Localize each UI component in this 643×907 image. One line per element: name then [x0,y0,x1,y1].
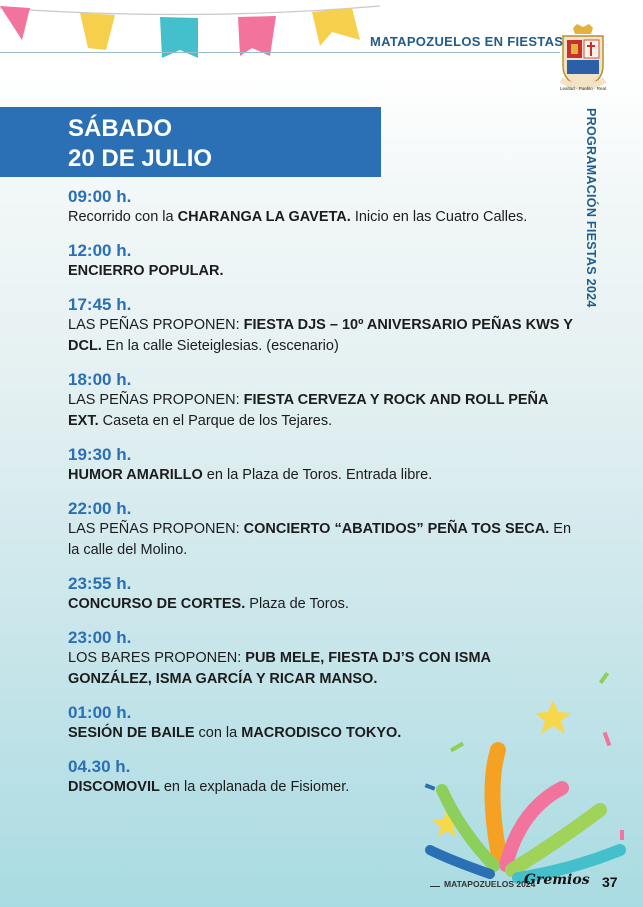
side-title-text: PROGRAMACIÓN FIESTAS 2024 [584,108,598,308]
date-day: SÁBADO [68,115,173,142]
event-description [68,207,578,228]
date-date: 20 DE JULIO [68,145,213,172]
event-text: En la calle Sieteiglesias. (escenario) [101,338,339,354]
event-time: 09:00 h. [68,187,132,206]
event-item [68,186,578,228]
side-title [578,108,598,308]
crest-motto: Lealtad · Pueblo · Real [559,86,607,91]
firework-ray [492,750,500,860]
event-text: En la calle del Molino. [68,521,572,558]
event-highlight: CONCURSO DE CORTES. [68,596,246,612]
flag-yellow-2 [312,8,360,46]
event-text: LAS PEÑAS PROPONEN: [68,521,244,537]
event-highlight: PUB MELE, FIESTA DJ’S CON ISMA GONZÁLEZ, ISMA GARCÍA Y RICAR MANSO. [68,650,491,687]
footer-rule [430,886,440,887]
event-highlight: DISCOMOVIL [68,779,160,795]
header-title: MATAPOZUELOS EN FIESTAS [370,34,564,49]
confetti [599,672,609,684]
event-text: en la Plaza de Toros. Entrada libre. [202,467,433,483]
event-text: en la explanada de Fisiomer. [159,779,350,795]
star-icon [535,700,571,734]
event-text: Plaza de Toros. [245,596,349,612]
town-crest-icon [555,24,611,94]
footer-brand-logo: Gremios [524,872,590,888]
flag-pink-2 [238,16,276,56]
flag-yellow [80,13,115,50]
event-description [68,465,578,486]
event-highlight: CONCIERTO “ABATIDOS” PEÑA TOS SECA. [243,521,550,537]
event-highlight: HUMOR AMARILLO [68,467,203,483]
event-description [68,594,578,615]
event-description [68,390,578,432]
event-time: 01:00 h. [68,703,132,722]
bunting-decoration [0,0,380,60]
event-item [68,498,578,561]
event-text: LAS PEÑAS PROPONEN: [68,317,244,333]
event-description [68,261,578,282]
event-text: Caseta en el Parque de los Tejares. [98,413,333,429]
event-highlight: CHARANGA LA GAVETA. [177,209,351,225]
date-banner [0,107,381,177]
event-text: Recorrido con la [68,209,178,225]
event-highlight: SESIÓN DE BAILE [68,725,195,741]
event-highlight: MACRODISCO TOKYO. [241,725,402,741]
event-time: 23:55 h. [68,574,132,593]
flag-pink [0,6,30,40]
confetti [620,830,624,840]
event-item [68,240,578,282]
event-time: 12:00 h. [68,241,132,260]
confetti [425,783,436,790]
event-text: con la [194,725,242,741]
event-highlight: ENCIERRO POPULAR. [68,263,224,279]
event-time: 23:00 h. [68,628,132,647]
fireworks-decoration [420,660,643,890]
event-description [68,315,578,357]
event-time: 19:30 h. [68,445,132,464]
event-item [68,444,578,486]
confetti [603,732,612,747]
event-text: LAS PEÑAS PROPONEN: [68,392,244,408]
event-time: 17:45 h. [68,295,132,314]
page-footer [430,872,630,894]
page-number: 37 [602,874,618,890]
event-time: 18:00 h. [68,370,132,389]
header-rule [0,52,560,53]
event-time: 22:00 h. [68,499,132,518]
event-description [68,519,578,561]
event-time: 04.30 h. [68,757,131,776]
event-item [68,573,578,615]
event-item [68,294,578,357]
event-highlight: FIESTA CERVEZA Y ROCK AND ROLL PEÑA EXT. [68,392,548,429]
confetti [450,742,464,752]
footer-text: MATAPOZUELOS 2024 [444,879,536,889]
event-item [68,369,578,432]
event-text: LOS BARES PROPONEN: [68,650,246,666]
event-text: Inicio en las Cuatro Calles. [350,209,528,225]
event-highlight: FIESTA DJS – 10º ANIVERSARIO PEÑAS KWS Y DCL. [68,317,573,354]
